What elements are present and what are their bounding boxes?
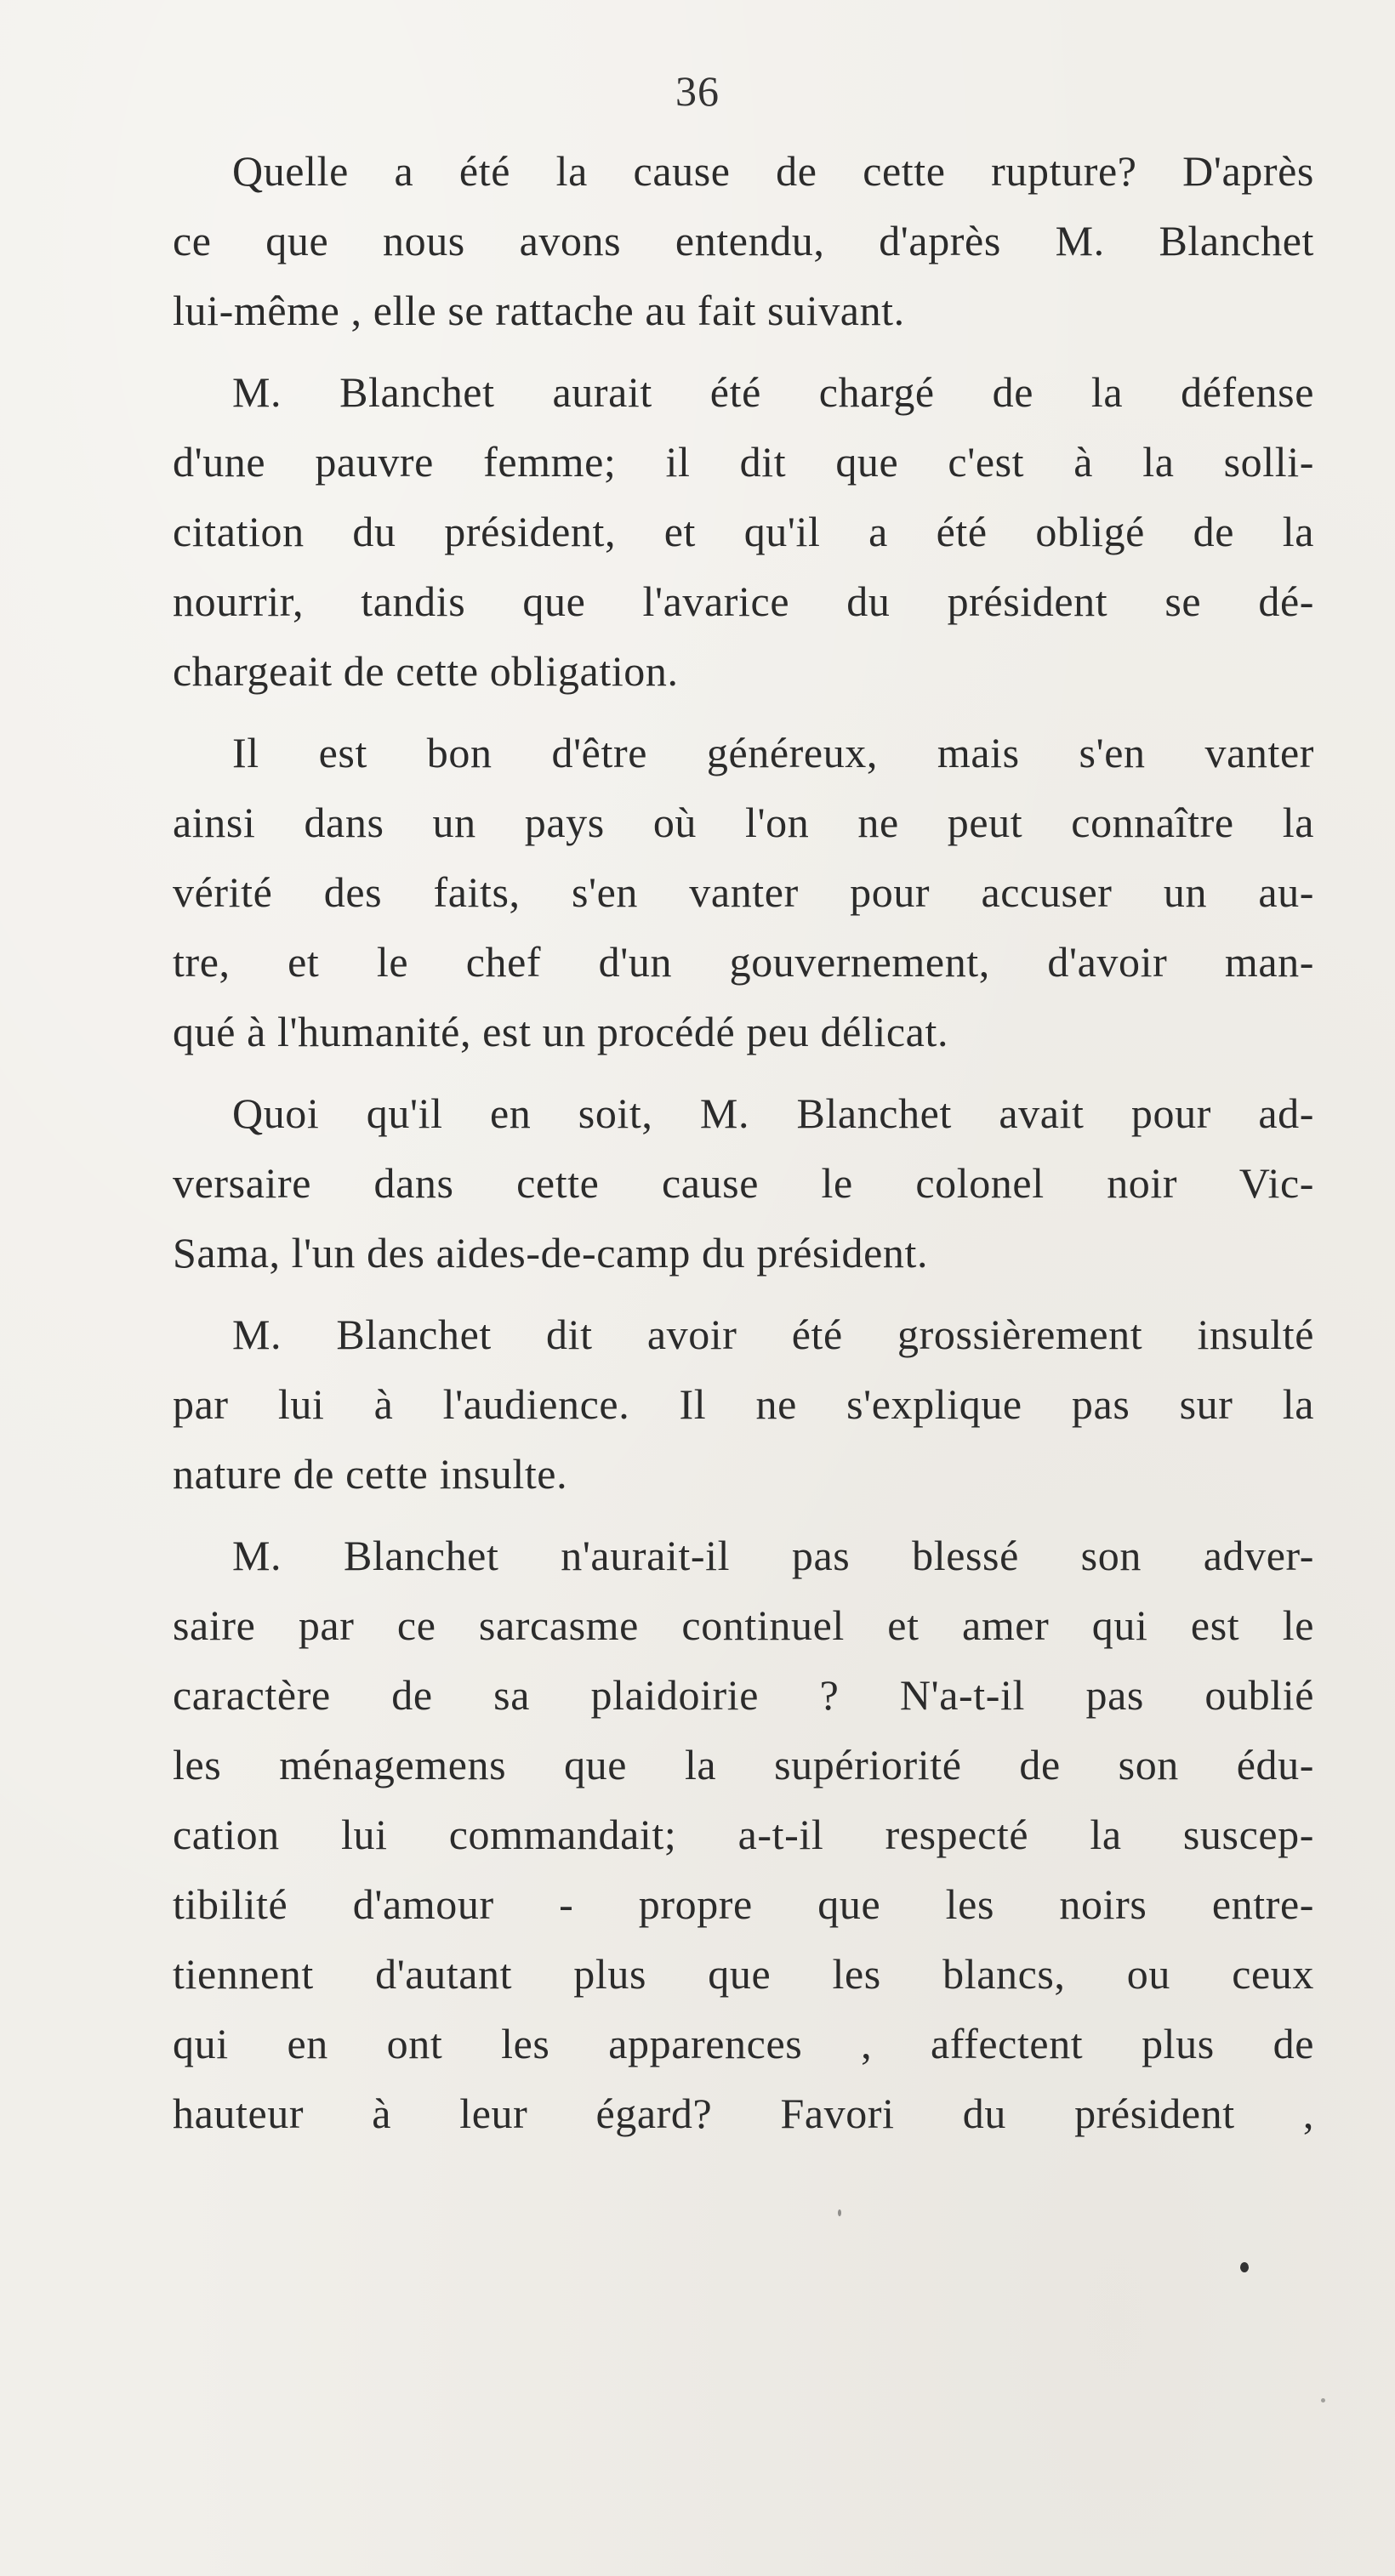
ink-speck <box>1321 2398 1325 2403</box>
text-line: vérité des faits, s'en vanter pour accuser un au- <box>173 868 1314 916</box>
text-line: hauteur à leur égard? Favori du président , <box>173 2090 1314 2137</box>
text-line: d'une pauvre femme; il dit que c'est à la solli- <box>173 438 1314 486</box>
body-text <box>173 136 1314 2160</box>
ink-speck <box>1240 2262 1249 2272</box>
text-line: par lui à l'audience. Il ne s'explique pas sur la <box>173 1380 1314 1428</box>
paragraph-5 <box>173 1299 1314 1509</box>
text-line: nature de cette insulte. <box>173 1450 568 1498</box>
text-line: versaire dans cette cause le colonel noir Vic- <box>173 1159 1314 1207</box>
text-line: tiennent d'autant plus que les blancs, ou ceux <box>173 1950 1314 1998</box>
paragraph-3 <box>173 718 1314 1066</box>
text-line: Quelle a été la cause de cette rupture? D'après <box>232 147 1314 195</box>
text-line: Quoi qu'il en soit, M. Blanchet avait pour ad- <box>232 1089 1314 1137</box>
paragraph-1 <box>173 136 1314 345</box>
text-line: cation lui commandait; a-t-il respecté la suscep- <box>173 1811 1314 1858</box>
text-line: caractère de sa plaidoirie ? N'a-t-il pas oublié <box>173 1671 1314 1719</box>
text-line: qui en ont les apparences , affectent plus de <box>173 2020 1314 2067</box>
page-number: 36 <box>675 67 720 115</box>
text-line: saire par ce sarcasme continuel et amer qui est le <box>173 1601 1314 1649</box>
text-line: les ménagemens que la supériorité de son édu- <box>173 1741 1314 1788</box>
text-line: M. Blanchet n'aurait-il pas blessé son adver- <box>232 1532 1314 1579</box>
text-line: M. Blanchet aurait été chargé de la défense <box>232 368 1314 416</box>
text-line: tibilité d'amour - propre que les noirs entre- <box>173 1880 1314 1928</box>
paragraph-6 <box>173 1521 1314 2148</box>
paragraph-2 <box>173 357 1314 706</box>
ink-speck <box>838 2209 841 2216</box>
text-line: qué à l'humanité, est un procédé peu délicat. <box>173 1008 949 1055</box>
text-line: ainsi dans un pays où l'on ne peut connaître la <box>173 799 1314 846</box>
text-line: Sama, l'un des aides-de-camp du président. <box>173 1229 929 1277</box>
text-line: Il est bon d'être généreux, mais s'en vanter <box>232 729 1314 776</box>
text-line: ce que nous avons entendu, d'après M. Blanchet <box>173 217 1314 264</box>
text-line: nourrir, tandis que l'avarice du président se dé- <box>173 577 1314 625</box>
text-line: lui-même , elle se rattache au fait suivant. <box>173 287 905 334</box>
paragraph-4 <box>173 1078 1314 1288</box>
text-line: citation du président, et qu'il a été obligé de la <box>173 508 1314 555</box>
text-line: tre, et le chef d'un gouvernement, d'avoir man- <box>173 938 1314 986</box>
text-line: M. Blanchet dit avoir été grossièrement insulté <box>232 1311 1314 1358</box>
text-line: chargeait de cette obligation. <box>173 647 679 695</box>
